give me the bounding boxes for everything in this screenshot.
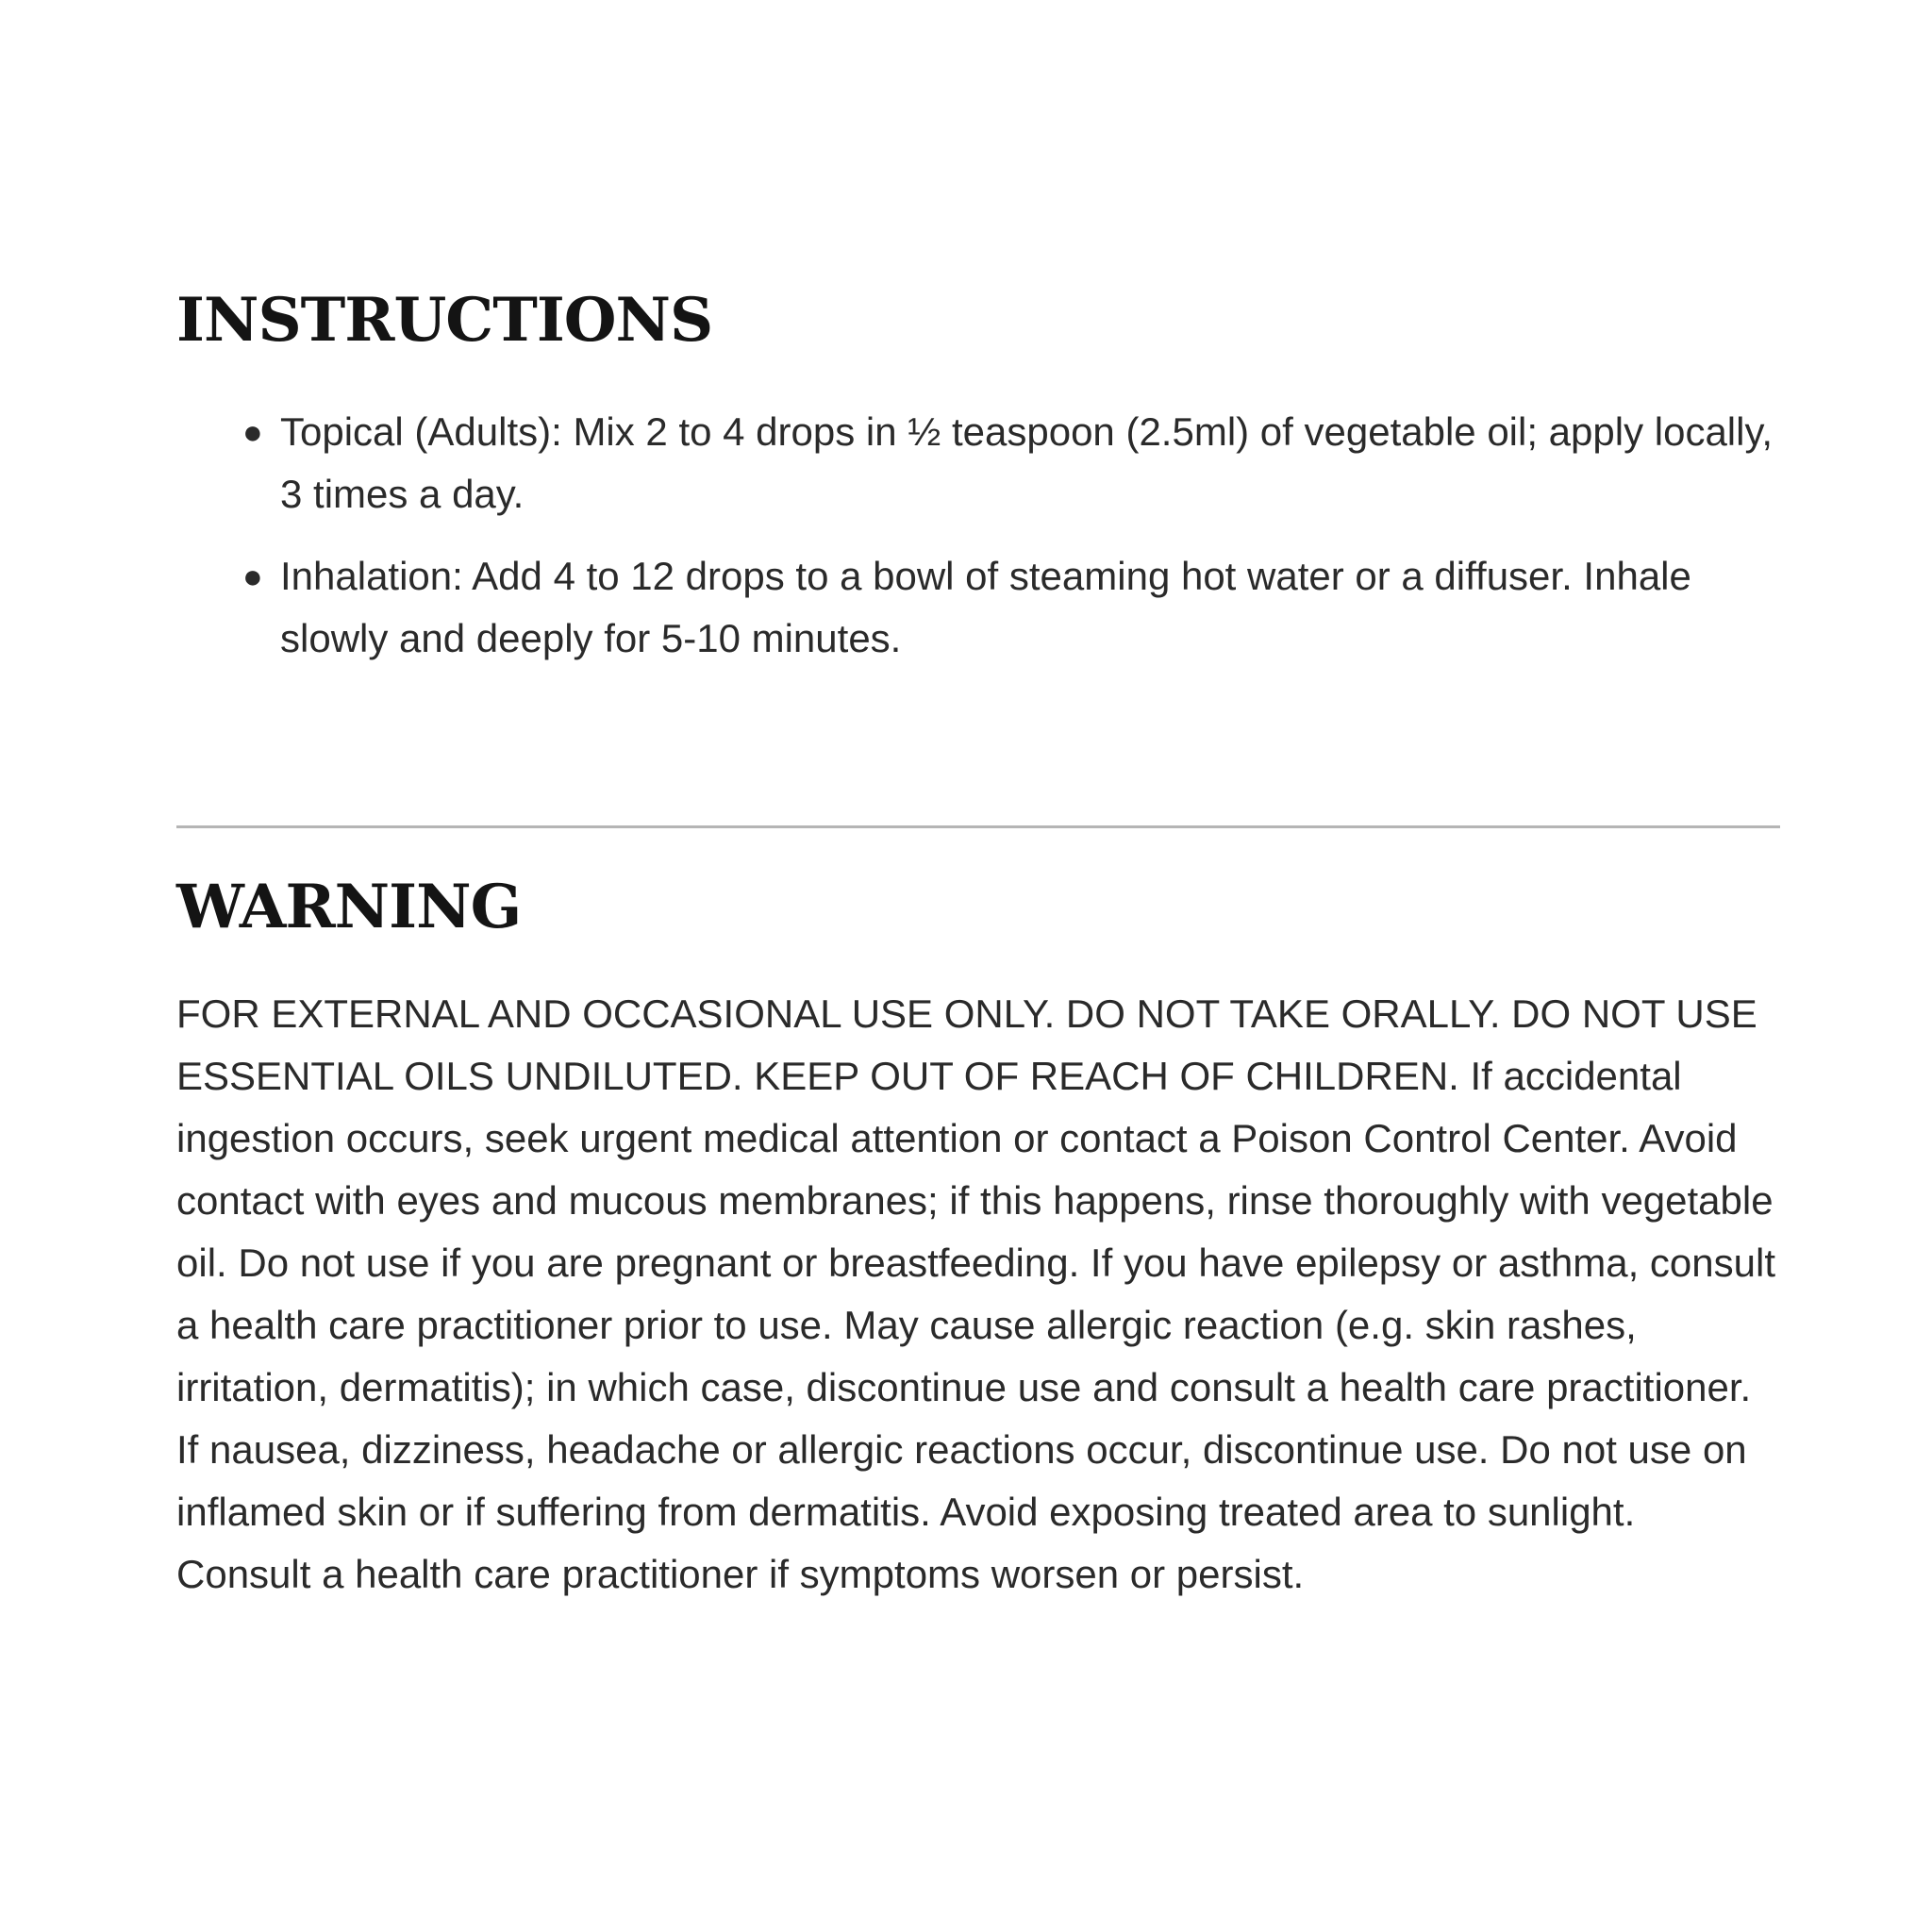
instruction-item-inhalation <box>176 545 1780 670</box>
instruction-text: Inhalation: Add 4 to 12 drops to a bowl of steaming hot water or a diffuser. Inhale slowly and deeply for 5-10 minutes. <box>280 554 1691 660</box>
instruction-item-topical <box>176 401 1780 525</box>
instructions-list <box>176 401 1780 690</box>
bullet-icon: ● <box>242 412 263 451</box>
instructions-heading: INSTRUCTIONS <box>176 285 713 356</box>
warning-heading: WARNING <box>176 872 522 942</box>
warning-body: FOR EXTERNAL AND OCCASIONAL USE ONLY. DO NOT TAKE ORALLY. DO NOT USE ESSENTIAL OILS UNDILUTED. KEEP OUT OF REACH OF CHILDREN. If accidental ingestion occurs, seek urgent medical attention or contact a Poison Control Center. Avoid contact with eyes and mucous membranes; if this happens, rinse thoroughly with vegetable oil. Do not use if you are pregnant or breastfeeding. If you have epilepsy or asthma, consult a health care practitioner prior to use. May cause allergic reaction (e.g. skin rashes, irritation, dermatitis); in which case, discontinue use and consult a health care practitioner. If nausea, dizziness, headache or allergic reactions occur, discontinue use. Do not use on inflamed skin or if suffering from dermatitis. Avoid exposing treated area to sunlight. Consult a health care practitioner if symptoms worsen or persist. <box>176 991 1775 1596</box>
section-divider <box>176 825 1780 828</box>
bullet-icon: ● <box>242 557 263 595</box>
instruction-text: Topical (Adults): Mix 2 to 4 drops in ½ teaspoon (2.5ml) of vegetable oil; apply locally, 3 times a day. <box>280 409 1774 516</box>
